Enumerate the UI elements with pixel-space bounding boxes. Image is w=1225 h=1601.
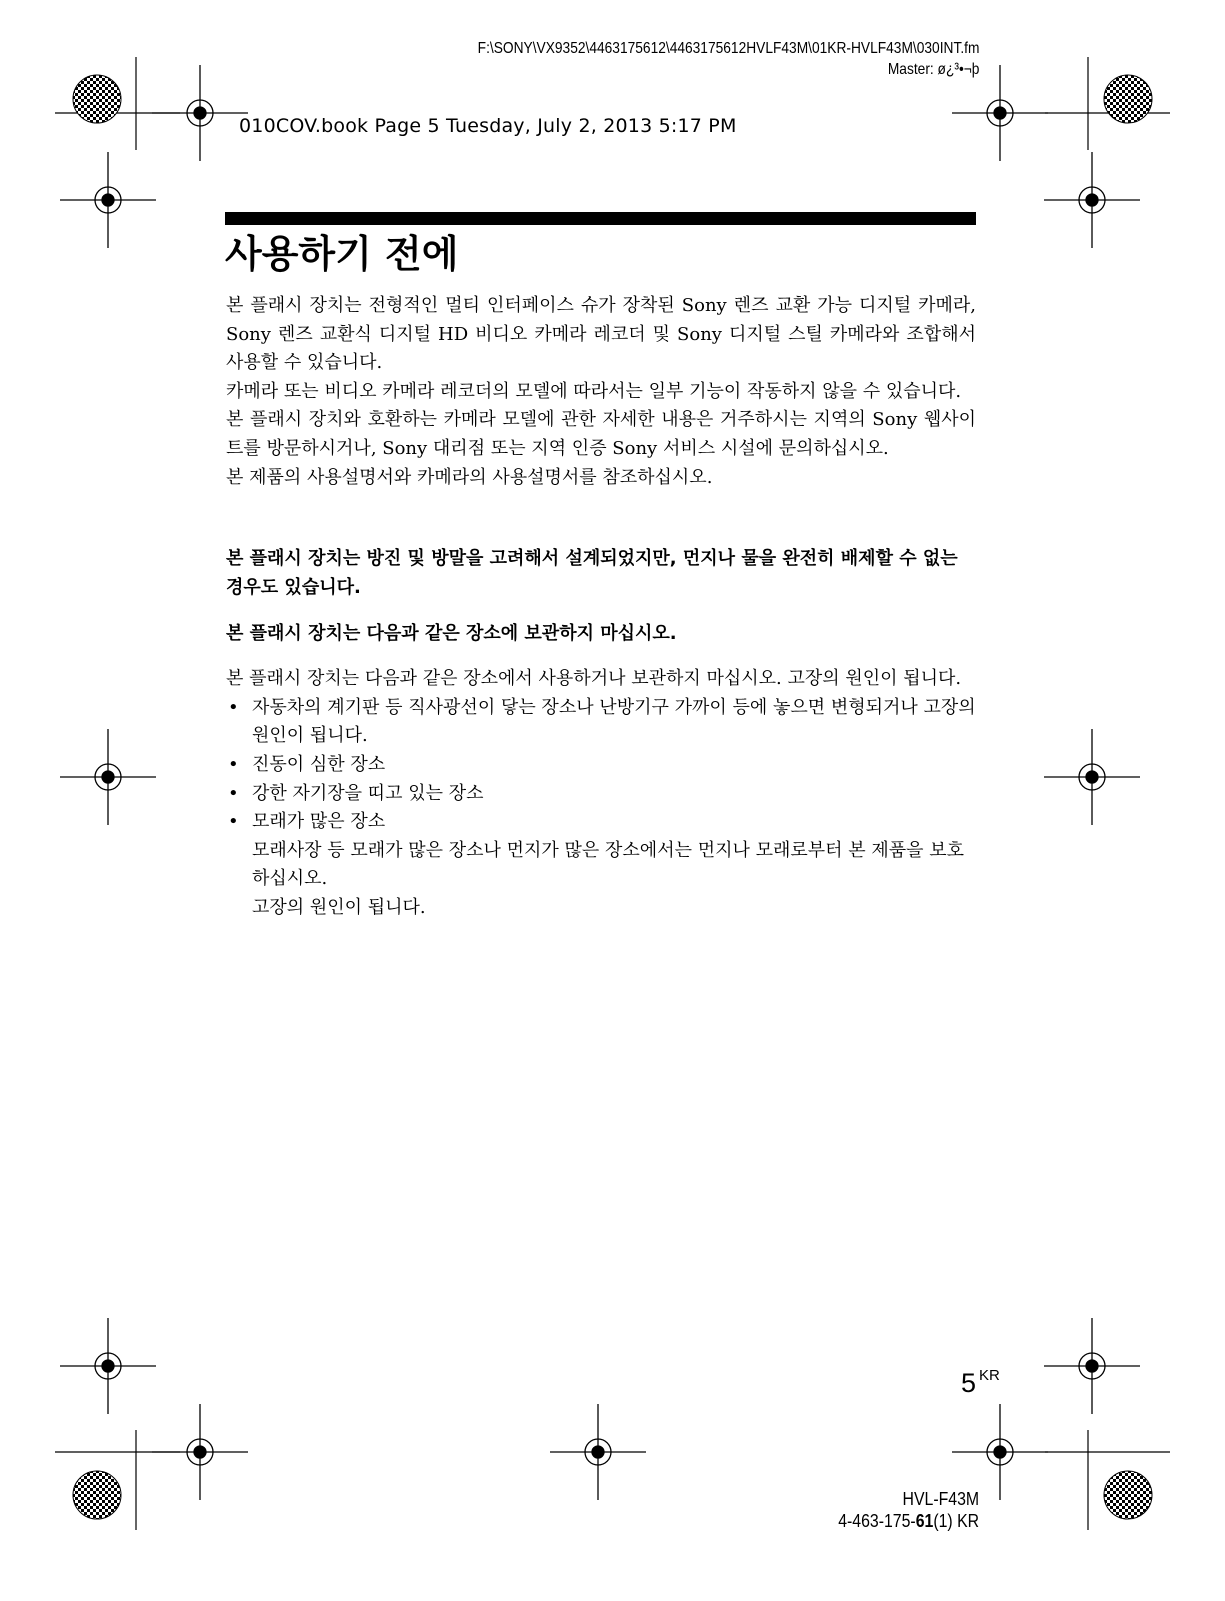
registration-mark-upper-right xyxy=(1044,152,1140,248)
part-number-bold: 61 xyxy=(915,1511,934,1531)
bullet-icon: • xyxy=(228,753,239,775)
file-path: F:\SONY\VX9352\4463175612\4463175612HVLF43M\01KR-HVLF43M\030INT.fm xyxy=(477,40,979,57)
list-item xyxy=(226,694,976,751)
bullet-icon: • xyxy=(228,696,239,718)
registration-mark-upper-left xyxy=(60,152,156,248)
main-content xyxy=(226,292,976,923)
star-target-bottom-right xyxy=(1104,1471,1152,1519)
page-number-value: 5 xyxy=(961,1368,977,1398)
registration-mark-lower-left xyxy=(60,1318,156,1414)
storage-list xyxy=(226,694,976,923)
registration-mark-bottom-center xyxy=(550,1404,646,1500)
footer-code xyxy=(838,1488,979,1532)
storage-paragraph: 본 플래시 장치는 다음과 같은 장소에서 사용하거나 보관하지 마십시오. 고장의 원인이 됩니다. xyxy=(226,668,962,690)
intro-paragraph-4: 본 제품의 사용설명서와 카메라의 사용설명서를 참조하십시오. xyxy=(226,466,713,488)
star-target-bottom-left xyxy=(73,1471,121,1519)
page-title: 사용하기 전에 xyxy=(225,232,459,276)
master-label: Master: ø¿³•¬þ xyxy=(887,61,979,78)
title-rule xyxy=(225,212,976,225)
list-item xyxy=(226,808,976,922)
registration-mark-mid-left xyxy=(60,729,156,825)
list-item-text: 진동이 심한 장소 xyxy=(252,753,386,775)
book-info-line: 010COV.book Page 5 Tuesday, July 2, 2013 5:17 PM xyxy=(239,115,737,137)
page-number xyxy=(961,1367,1000,1399)
sand-note-cause: 고장의 원인이 됩니다. xyxy=(252,896,426,918)
intro-paragraph-2: 카메라 또는 비디오 카메라 레코더의 모델에 따라서는 일부 기능이 작동하지 않을 수 있습니다. xyxy=(226,380,962,402)
registration-mark-lower-right xyxy=(1044,1318,1140,1414)
page-number-suffix: KR xyxy=(979,1367,1000,1384)
part-number xyxy=(838,1510,979,1532)
sand-note: 모래사장 등 모래가 많은 장소나 먼지가 많은 장소에서는 먼지나 모래로부터 본 제품을 보호하십시오. xyxy=(252,839,965,890)
star-target-top-left xyxy=(73,75,121,123)
list-item-text: 모래가 많은 장소 xyxy=(252,811,386,833)
part-number-prefix: 4-463-175- xyxy=(838,1511,916,1531)
list-item-text: 자동차의 계기판 등 직사광선이 닿는 장소나 난방기구 가까이 등에 놓으면 변형되거나 고장의 원인이 됩니다. xyxy=(252,696,976,747)
registration-mark-mid-right xyxy=(1044,729,1140,825)
file-path-header xyxy=(477,38,979,80)
bullet-icon: • xyxy=(228,782,239,804)
registration-mark-bottom-right xyxy=(952,1404,1048,1500)
bullet-icon: • xyxy=(228,811,239,833)
registration-mark-bottom-left xyxy=(152,1404,248,1500)
model-name: HVL-F43M xyxy=(902,1489,979,1509)
list-item xyxy=(226,780,976,809)
dust-water-warning: 본 플래시 장치는 방진 및 방말을 고려해서 설계되었지만, 먼지나 물을 완전히 배제할 수 없는 경우도 있습니다. xyxy=(226,548,958,599)
storage-heading: 본 플래시 장치는 다음과 같은 장소에 보관하지 마십시오. xyxy=(226,623,677,645)
part-number-suffix: (1) KR xyxy=(933,1511,979,1531)
list-item-text: 강한 자기장을 띠고 있는 장소 xyxy=(252,782,484,804)
star-target-top-right xyxy=(1104,75,1152,123)
intro-paragraph-3: 본 플래시 장치와 호환하는 카메라 모델에 관한 자세한 내용은 거주하시는 지역의 Sony 웹사이트를 방문하시거나, Sony 대리점 또는 지역 인증 Sony 서비스 시설에 문의하십시오. xyxy=(226,409,976,459)
registration-mark-top-left xyxy=(152,65,248,161)
list-item xyxy=(226,751,976,780)
intro-paragraph-1: 본 플래시 장치는 전형적인 멀티 인터페이스 슈가 장착된 Sony 렌즈 교환 가능 디지털 카메라, Sony 렌즈 교환식 디지털 HD 비디오 카메라 레코더 및 Sony 디지털 스틸 카메라와 조합해서 사용할 수 있습니다. xyxy=(226,295,976,374)
